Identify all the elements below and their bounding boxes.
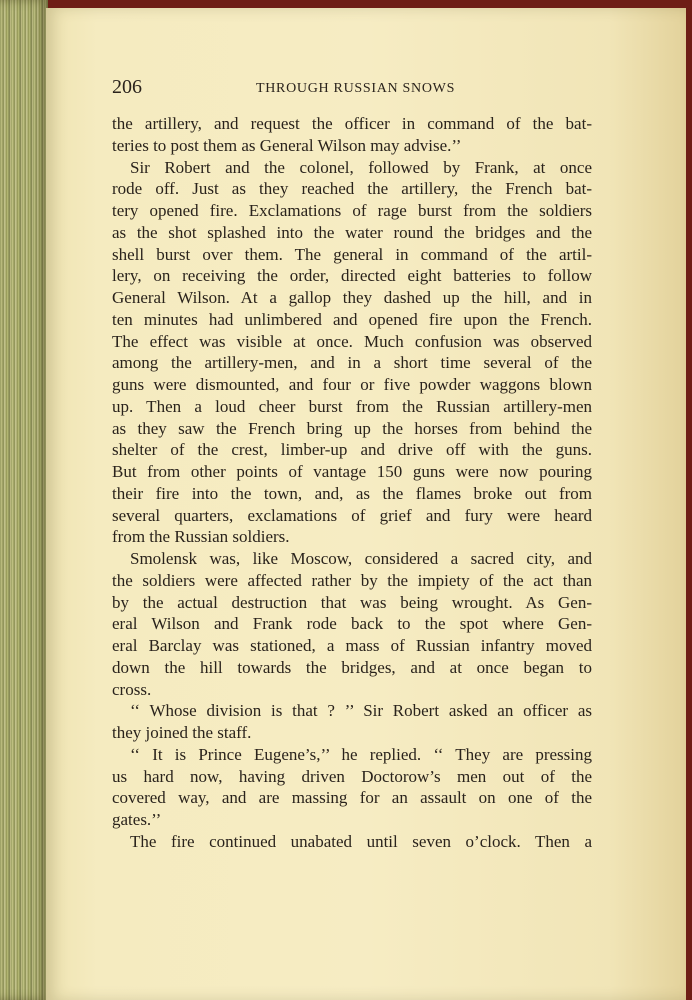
book-gutter [0,0,48,1000]
text-line: among the artillery-men, and in a short time several of the [112,353,592,373]
text-line: teries to post them as General Wilson may advise.’’ [112,135,462,155]
text-line: eral Barclay was stationed, a mass of Russian infantry moved [112,636,592,655]
text-line: ‘‘ It is Prince Eugene’s,’’ he replied. ‘‘ They are pressing [130,744,592,764]
text-line: ‘‘ Whose division is that ? ’’ Sir Robert asked an officer as [130,701,592,721]
text-line: from the Russian soldiers. [112,527,290,547]
text-line: their fire into the town, and, as the flames broke out from [112,483,592,503]
text-line: cross. [112,679,152,699]
text-line: the artillery, and request the officer in command of the bat- [112,114,592,133]
body-text [112,113,592,853]
text-line: But from other points of vantage 150 guns were now pouring [112,462,592,481]
running-head: THROUGH RUSSIAN SNOWS [256,81,456,96]
text-line: The fire continued unabated until seven o’clock. Then a [130,831,592,851]
text-line: as the shot splashed into the water round the bridges and the [112,222,592,242]
text-line: Sir Robert and the colonel, followed by Frank, at once [130,157,592,177]
text-line: guns were dismounted, and four or five powder waggons blown [112,375,592,394]
text-line: as they saw the French bring up the horses from behind the [112,418,592,438]
text-line: shell burst over them. The general in command of the artil- [112,244,592,264]
text-line: The effect was visible at once. Much confusion was observed [112,331,592,351]
text-line: the soldiers were affected rather by the impiety of the act than [112,570,592,590]
text-line: rode off. Just as they reached the artillery, the French bat- [112,179,592,199]
text-line: down the hill towards the bridges, and at once began to [112,657,592,677]
text-line: by the actual destruction that was being wrought. As Gen- [112,592,592,612]
text-line: ten minutes had unlimbered and opened fire upon the French. [112,309,592,329]
text-line: shelter of the crest, limber-up and drive off with the guns. [112,440,592,460]
text-line: covered way, and are massing for an assault on one of the [112,788,592,808]
text-line: lery, on receiving the order, directed eight batteries to follow [112,266,592,286]
text-line: several quarters, exclamations of grief and fury were heard [112,505,592,525]
text-line: eral Wilson and Frank rode back to the spot where Gen- [112,614,592,634]
page-number: 206 [112,76,142,98]
text-line: Smolensk was, like Moscow, considered a sacred city, and [130,549,592,568]
page-header [112,76,592,100]
text-line: us hard now, having driven Doctorow’s men out of the [112,766,592,786]
text-line: they joined the staff. [112,723,252,742]
text-line: gates.’’ [112,810,162,829]
text-line: up. Then a loud cheer burst from the Russian artillery-men [112,396,592,416]
text-line: tery opened fire. Exclamations of rage burst from the soldiers [112,201,592,220]
text-line: General Wilson. At a gallop they dashed up the hill, and in [112,288,592,307]
